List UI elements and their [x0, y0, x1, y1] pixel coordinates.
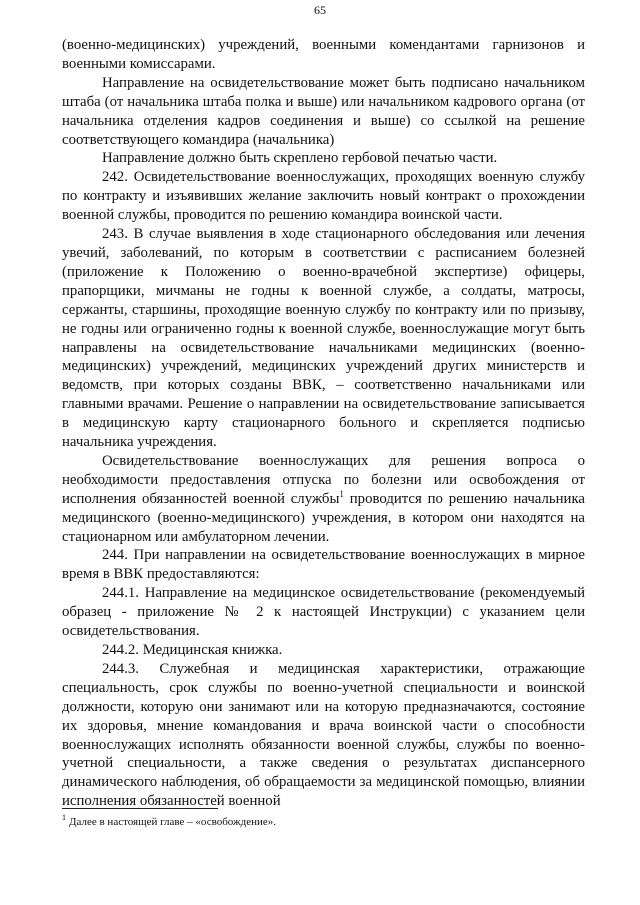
- footnote-mark: 1: [62, 813, 66, 823]
- page-number: 65: [314, 3, 326, 17]
- footnote-text: Далее в настоящей главе – «освобождение».: [69, 816, 277, 828]
- paragraph: (военно-медицинских) учреждений, военными комендантами гарнизонов и военными комиссарами.: [62, 37, 585, 72]
- paragraph: 244.2. Медицинская книжка.: [102, 642, 283, 658]
- paragraph: 242. Освидетельствование военнослужащих, проходящих военную службу по контракту и изъявивших желание заключить новый контракт о прохождении военной службы, проводится по решению командира воинской части.: [62, 169, 585, 224]
- body-text: [62, 36, 585, 811]
- paragraph-with-footnote: [62, 452, 585, 547]
- paragraph: Направление должно быть скреплено гербовой печатью части.: [102, 150, 498, 167]
- paragraph: Направление на освидетельствование может быть подписано начальником штаба (от начальника штаба полка и выше) или начальником кадрового органа (от начальника отделения кадров соединения и выше) со ссылкой на решение соответствующего командира (начальника): [62, 74, 585, 148]
- footnote-divider: [62, 808, 218, 809]
- paragraph-text-continued: проводится по решению начальника медицинского (военно-медицинского) учреждения, в котором они находятся на стационарном или амбулаторном лечении.: [62, 490, 585, 545]
- footnote: [62, 815, 585, 829]
- footnote-reference: 1: [339, 488, 344, 499]
- paragraph-text: Освидетельствование военнослужащих для решения вопроса о необходимости предоставления отпуска по болезни или освобождения от исполнения обязанностей военной службы: [62, 452, 585, 507]
- paragraph: 244.1. Направление на медицинское освидетельствование (рекомендуемый образец - приложение № 2 к настоящей Инструкции) с указанием цели освидетельствования.: [62, 585, 585, 640]
- paragraph: 243. В случае выявления в ходе стационарного обследования или лечения увечий, заболеваний, по которым в соответствии с расписанием болезней (приложение к Положению о военно-врачебной экспертизе) офицеры, прапорщики, мичманы не годны к военной службе, а солдаты, матросы, сержанты, старшины, проходящие военную службу по контракту или по призыву, не годны или ограниченно годны к военной службе, военнослужащие могут быть направлены на освидетельствование начальниками медицинских (военно-медицинских) учреждений, медицинских учреждений других министерств и ведомств, при которых созданы ВВК, – соответственно начальниками или главными врачами. Решение о направлении на освидетельствование записывается в медицинскую карту стационарного больного и скрепляется подписью начальника учреждения.: [62, 226, 585, 451]
- paragraph: 244.3. Служебная и медицинская характеристики, отражающие специальность, срок службы по военно-учетной специальности и воинской должности, которую они занимают или на которую предназначаются, состояние их здоровья, мнение командования и врача воинской части о способности военнослужащих исполнять обязанности военной службы, службы по военно-учетной специальности, а также сведения о результатах диспансерного динамического наблюдения, об обращаемости за медицинской помощью, влиянии исполнения обязанностей военной: [62, 660, 585, 810]
- paragraph: 244. При направлении на освидетельствование военнослужащих в мирное время в ВВК предоставляются:: [62, 547, 585, 583]
